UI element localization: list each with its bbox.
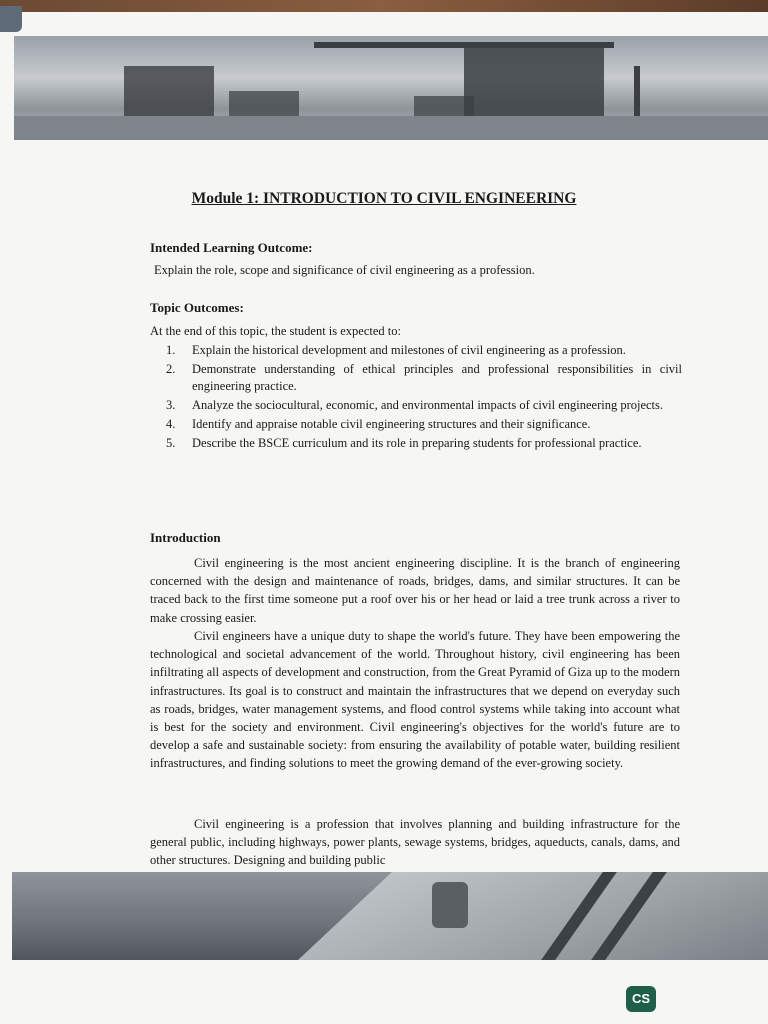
topic-outcomes-intro: At the end of this topic, the student is expected to: [150, 324, 401, 338]
list-item: 5. Describe the BSCE curriculum and its role in preparing students for professional practice. [166, 436, 642, 450]
introduction-heading: Introduction [150, 530, 221, 545]
module-title: Module 1: INTRODUCTION TO CIVIL ENGINEERING [191, 190, 577, 207]
intro-paragraph-1: Civil engineering is the most ancient engineering discipline. It is the branch of engineering concerned with the design and maintenance of roads, bridges, dams, and similar structures. It can be traced back to the first time someone put a roof over his or her head or laid a tree trunk across a river to make crossing easier. [150, 556, 680, 625]
list-item: 4. Identify and appraise notable civil engineering structures and their significance. [166, 417, 591, 431]
clip [0, 6, 22, 32]
list-item: 2. Demonstrate understanding of ethical principles and professional responsibilities in civil engineering practice. [166, 362, 682, 393]
footer-banner-image [12, 872, 768, 960]
intro-paragraph-3: Civil engineering is a profession that involves planning and building infrastructure for the general public, including highways, power plants, sewage systems, bridges, aqueducts, canals, dams, and other structures. Designing and building public [150, 817, 680, 868]
topic-outcomes-list [166, 342, 682, 454]
camscanner-badge: CS [626, 986, 656, 1012]
ilo-text: Explain the role, scope and significance of civil engineering as a profession. [154, 263, 535, 277]
header-banner-image [14, 36, 768, 140]
list-item: 1. Explain the historical development and milestones of civil engineering as a profession. [166, 343, 626, 357]
ilo-heading: Intended Learning Outcome: [150, 240, 313, 255]
list-item: 3. Analyze the sociocultural, economic, and environmental impacts of civil engineering projects. [166, 398, 664, 412]
table-edge [0, 0, 768, 12]
topic-outcomes-heading: Topic Outcomes: [150, 300, 244, 315]
intro-paragraph-2: Civil engineers have a unique duty to shape the world's future. They have been empowering the technological and societal advancement of the world. Throughout history, civil engineering has been infiltrating all aspects of development and construction, from the Great Pyramid of Giza up to the modern infrastructures. Its goal is to construct and maintain the infrastructures that we depend on everyday such as roads, bridges, water management systems, and flood control systems while taking into account what is best for the society and environment. Civil engineering's objectives for the world's future are to develop a safe and sustainable society: from ensuring the availability of potable water, building resilient infrastructures, and finding solutions to meet the growing demand of the ever-growing society. [150, 629, 680, 771]
